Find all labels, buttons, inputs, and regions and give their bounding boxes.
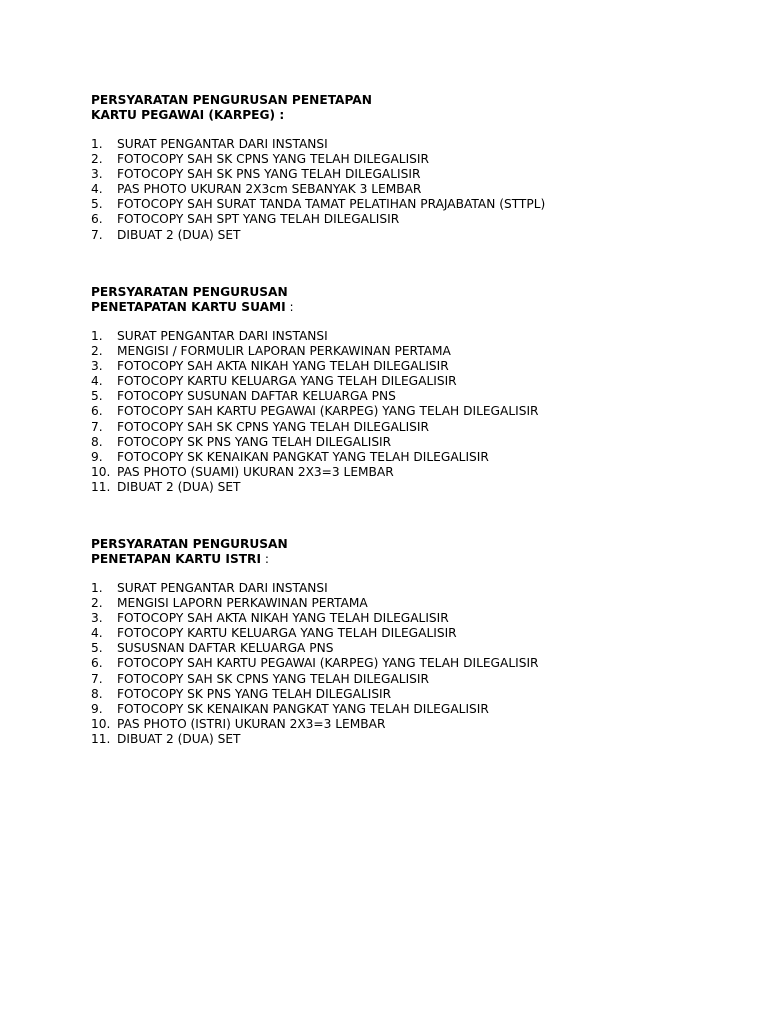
list-item	[91, 374, 751, 389]
requirements-list	[91, 329, 751, 495]
item-number: 1.	[91, 581, 103, 595]
item-text: FOTOCOPY SK PNS YANG TELAH DILEGALISIR	[117, 686, 392, 701]
item-text: FOTOCOPY SK PNS YANG TELAH DILEGALISIR	[117, 434, 392, 449]
item-text: SUSUSNAN DAFTAR KELUARGA PNS	[117, 641, 334, 656]
item-text: MENGISI LAPORN PERKAWINAN PERTAMA	[117, 596, 368, 611]
list-item	[91, 167, 751, 182]
item-text: FOTOCOPY SAH SK CPNS YANG TELAH DILEGALISIR	[117, 419, 429, 434]
list-item	[91, 420, 751, 435]
item-text: FOTOCOPY SK KENAIKAN PANGKAT YANG TELAH DILEGALISIR	[117, 449, 489, 464]
item-number: 5.	[91, 197, 103, 212]
section-heading-line1: PERSYARATAN PENGURUSAN	[91, 537, 288, 551]
section-kartu-istri	[91, 537, 751, 747]
item-number: 9.	[91, 449, 103, 464]
list-item	[91, 197, 751, 212]
item-text: FOTOCOPY SAH SPT YANG TELAH DILEGALISIR	[117, 212, 400, 227]
item-text: PAS PHOTO (SUAMI) UKURAN 2X3=3 LEMBAR	[117, 464, 394, 479]
item-text: FOTOCOPY KARTU KELUARGA YANG TELAH DILEGALISIR	[117, 626, 457, 641]
item-number: 6.	[91, 212, 103, 227]
item-number: 2.	[91, 344, 103, 359]
item-number: 7.	[91, 419, 103, 434]
item-text: FOTOCOPY SAH SK CPNS YANG TELAH DILEGALISIR	[117, 152, 429, 167]
item-number: 1.	[91, 137, 103, 151]
item-number: 5.	[91, 389, 103, 404]
section-karpeg	[91, 93, 751, 243]
list-item	[91, 137, 751, 152]
heading-text: PENETAPAN KARTU ISTRI	[91, 552, 261, 566]
item-number: 4.	[91, 182, 103, 197]
requirements-list	[91, 581, 751, 747]
item-number: 7.	[91, 227, 103, 242]
item-text: FOTOCOPY SUSUNAN DAFTAR KELUARGA PNS	[117, 389, 396, 404]
list-item	[91, 717, 751, 732]
section-heading-line2	[91, 552, 751, 567]
item-text: FOTOCOPY SAH KARTU PEGAWAI (KARPEG) YANG TELAH DILEGALISIR	[117, 404, 539, 419]
section-heading-line1: PERSYARATAN PENGURUSAN	[91, 285, 288, 299]
item-text: FOTOCOPY KARTU KELUARGA YANG TELAH DILEGALISIR	[117, 374, 457, 389]
item-number: 6.	[91, 404, 103, 419]
list-item	[91, 329, 751, 344]
list-item	[91, 656, 751, 671]
list-item	[91, 465, 751, 480]
list-item	[91, 450, 751, 465]
item-number: 3.	[91, 167, 103, 182]
item-text: SURAT PENGANTAR DARI INSTANSI	[117, 329, 328, 343]
item-number: 8.	[91, 434, 103, 449]
item-text: DIBUAT 2 (DUA) SET	[117, 479, 241, 494]
list-item	[91, 182, 751, 197]
item-number: 10.	[91, 464, 111, 479]
heading-colon: :	[275, 108, 285, 122]
list-item	[91, 672, 751, 687]
heading-colon: :	[285, 300, 294, 314]
item-text: FOTOCOPY SAH SURAT TANDA TAMAT PELATIHAN PRAJABATAN (STTPL)	[117, 197, 546, 212]
section-heading-line1: PERSYARATAN PENGURUSAN PENETAPAN	[91, 93, 372, 107]
list-item	[91, 596, 751, 611]
item-number: 8.	[91, 686, 103, 701]
item-text: FOTOCOPY SK KENAIKAN PANGKAT YANG TELAH DILEGALISIR	[117, 701, 489, 716]
item-number: 3.	[91, 359, 103, 374]
item-number: 10.	[91, 716, 111, 731]
item-text: FOTOCOPY SAH AKTA NIKAH YANG TELAH DILEGALISIR	[117, 611, 449, 626]
item-text: FOTOCOPY SAH SK PNS YANG TELAH DILEGALISIR	[117, 167, 421, 182]
heading-colon: :	[260, 552, 269, 566]
item-text: MENGISI / FORMULIR LAPORAN PERKAWINAN PERTAMA	[117, 344, 451, 359]
list-item	[91, 480, 751, 495]
item-text: PAS PHOTO UKURAN 2X3cm SEBANYAK 3 LEMBAR	[117, 182, 422, 197]
item-text: SURAT PENGANTAR DARI INSTANSI	[117, 581, 328, 595]
item-number: 1.	[91, 329, 103, 343]
list-item	[91, 152, 751, 167]
list-item	[91, 687, 751, 702]
item-number: 2.	[91, 596, 103, 611]
list-item	[91, 581, 751, 596]
item-number: 2.	[91, 152, 103, 167]
list-item	[91, 359, 751, 374]
item-number: 6.	[91, 656, 103, 671]
list-item	[91, 702, 751, 717]
item-number: 7.	[91, 671, 103, 686]
item-number: 4.	[91, 626, 103, 641]
requirements-list	[91, 137, 751, 243]
list-item	[91, 626, 751, 641]
item-text: FOTOCOPY SAH AKTA NIKAH YANG TELAH DILEGALISIR	[117, 359, 449, 374]
item-number: 11.	[91, 731, 111, 746]
item-text: DIBUAT 2 (DUA) SET	[117, 227, 241, 242]
heading-text: PENETAPATAN KARTU SUAMI	[91, 300, 286, 314]
item-number: 3.	[91, 611, 103, 626]
list-item	[91, 732, 751, 747]
item-text: FOTOCOPY SAH SK CPNS YANG TELAH DILEGALISIR	[117, 671, 429, 686]
heading-text: KARTU PEGAWAI (KARPEG)	[91, 108, 276, 122]
list-item	[91, 212, 751, 227]
section-kartu-suami	[91, 285, 751, 495]
item-number: 11.	[91, 479, 111, 494]
item-text: FOTOCOPY SAH KARTU PEGAWAI (KARPEG) YANG TELAH DILEGALISIR	[117, 656, 539, 671]
item-number: 5.	[91, 641, 103, 656]
item-text: SURAT PENGANTAR DARI INSTANSI	[117, 137, 328, 151]
list-item	[91, 611, 751, 626]
item-text: PAS PHOTO (ISTRI) UKURAN 2X3=3 LEMBAR	[117, 716, 386, 731]
section-heading-line2	[91, 300, 751, 315]
item-number: 4.	[91, 374, 103, 389]
list-item	[91, 344, 751, 359]
item-number: 9.	[91, 701, 103, 716]
list-item	[91, 389, 751, 404]
list-item	[91, 228, 751, 243]
list-item	[91, 404, 751, 419]
section-heading-line2	[91, 108, 751, 123]
list-item	[91, 641, 751, 656]
item-text: DIBUAT 2 (DUA) SET	[117, 731, 241, 746]
list-item	[91, 435, 751, 450]
